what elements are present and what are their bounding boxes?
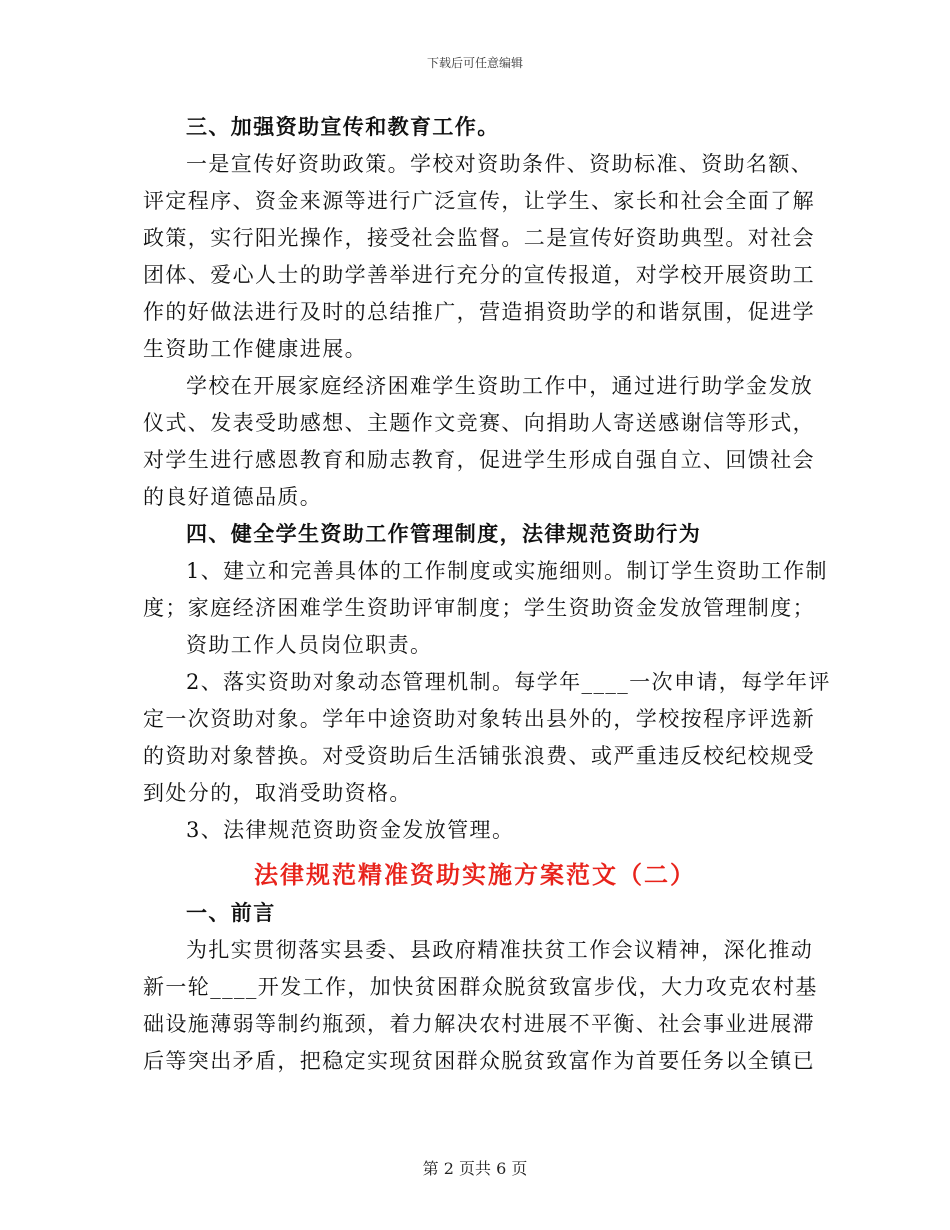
paragraph-line: 学校在开展家庭经济困难学生资助工作中，通过进行助学金发放 [186,374,814,398]
paragraph-line: 评定程序、资金来源等进行广泛宣传，让学生、家长和社会全面了解 [143,189,815,213]
paragraph-line: 的良好道德品质。 [143,485,323,509]
paragraph-line: 对学生进行感恩教育和励志教育，促进学生形成自强自立、回馈社会 [143,448,815,472]
paragraph-line: 定一次资助对象。学年中途资助对象转出县外的，学校按程序评选新 [143,707,815,731]
section-heading-1: 一、前言 [186,900,276,925]
paragraph-line: 团体、爱心人士的助学善举进行充分的宣传报道，对学校开展资助工 [143,263,815,287]
paragraph-line: 度；家庭经济困难学生资助评审制度；学生资助资金发放管理制度； [143,596,815,620]
paragraph-line: 3、法律规范资助资金发放管理。 [186,818,515,842]
paragraph-line: 础设施薄弱等制约瓶颈，着力解决农村进展不平衡、社会事业进展滞 [143,1012,815,1036]
paragraph-line: 政策，实行阳光操作，接受社会监督。二是宣传好资助典型。对社会 [143,226,815,250]
section-heading-3: 三、加强资助宣传和教育工作。 [186,114,500,139]
paragraph-line: 到处分的，取消受助资格。 [143,781,412,805]
paragraph-line: 作的好做法进行及时的总结推广，营造捐资助学的和谐氛围，促进学 [143,300,815,324]
paragraph-line: 1、建立和完善具体的工作制度或实施细则。制订学生资助工作制 [186,559,828,583]
page-header-note: 下载后可任意编辑 [426,56,523,70]
paragraph-line: 新一轮____开发工作，加快贫困群众脱贫致富步伐，大力攻克农村基 [143,975,818,999]
paragraph-line: 2、落实资助对象动态管理机制。每学年____一次申请，每学年评 [186,670,831,694]
paragraph-line: 后等突出矛盾，把稳定实现贫困群众脱贫致富作为首要任务以全镇已 [143,1049,815,1073]
paragraph-line: 一是宣传好资助政策。学校对资助条件、资助标准、资助名额、 [186,152,814,176]
paragraph-line: 的资助对象替换。对受资助后生活铺张浪费、或严重违反校纪校规受 [143,744,815,768]
paragraph-line: 生资助工作健康进展。 [143,337,367,361]
document-title: 法律规范精准资助实施方案范文（二） [254,860,696,889]
page-number: 第 2 页共 6 页 [422,1159,528,1178]
paragraph-line: 仪式、发表受助感想、主题作文竞赛、向捐助人寄送感谢信等形式， [143,411,815,435]
paragraph-line: 资助工作人员岗位职责。 [186,633,433,657]
paragraph-line: 为扎实贯彻落实县委、县政府精准扶贫工作会议精神，深化推动 [186,938,814,962]
section-heading-4: 四、健全学生资助工作管理制度，法律规范资助行为 [186,521,702,546]
